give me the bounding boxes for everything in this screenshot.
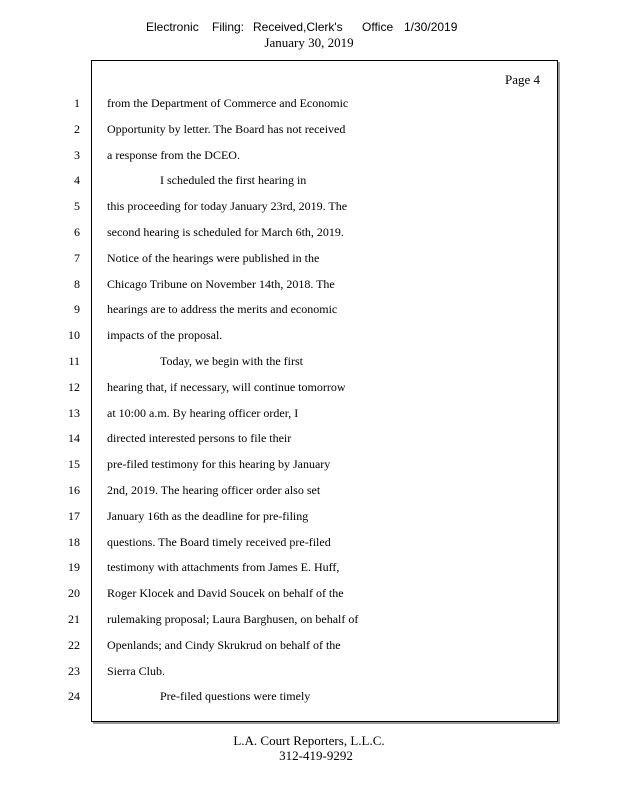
line-number: 21 (68, 612, 80, 626)
line-text: rulemaking proposal; Laura Barghusen, on behalf of (107, 612, 359, 626)
transcript-line (0, 586, 618, 608)
stamp-date: 1/30/2019 (404, 20, 458, 34)
line-number: 10 (68, 328, 80, 343)
page-number: Page 4 (504, 72, 540, 87)
line-text: testimony with attachments from James E. Huff, (107, 560, 340, 575)
transcript-line (0, 457, 618, 479)
transcript-line (0, 509, 618, 531)
line-number: 23 (68, 663, 80, 678)
line-number: 16 (68, 483, 80, 497)
footer-phone: 312-419-9292 (279, 748, 353, 763)
transcript-line (0, 122, 618, 144)
transcript-line (0, 302, 618, 324)
line-text: Chicago Tribune on November 14th, 2018. The (107, 276, 335, 291)
line-text: directed interested persons to file their (107, 431, 292, 446)
line-text: questions. The Board timely received pre-filed (107, 534, 331, 549)
transcript-line (0, 251, 618, 273)
footer-company: L.A. Court Reporters, L.L.C. (233, 733, 385, 748)
transcript-line (0, 354, 618, 376)
line-text: at 10:00 a.m. By hearing officer order, I (107, 405, 299, 420)
line-number: 3 (74, 147, 80, 162)
line-number: 6 (74, 225, 80, 239)
line-text: hearing that, if necessary, will continue tomorrow (107, 379, 346, 394)
line-text: a response from the DCEO. (107, 147, 240, 162)
transcript-line (0, 173, 618, 195)
transcript-line (0, 328, 618, 350)
line-text: Openlands; and Cindy Skrukrud on behalf of the (107, 637, 341, 652)
line-text: from the Department of Commerce and Economic (107, 96, 349, 110)
transcript-line (0, 689, 618, 711)
line-text: pre-filed testimony for this hearing by January (107, 457, 331, 472)
stamp-electronic: Electronic (146, 20, 199, 34)
stamp-filing: Filing: (212, 20, 245, 34)
transcript-line (0, 638, 618, 660)
line-number: 9 (74, 302, 80, 317)
transcript-line (0, 406, 618, 428)
line-number: 15 (68, 457, 80, 472)
line-text: second hearing is scheduled for March 6th, 2019. (107, 225, 344, 239)
line-text: impacts of the proposal. (107, 328, 223, 343)
transcript-line (0, 277, 618, 299)
line-text: Roger Klocek and David Soucek on behalf of the (107, 586, 344, 601)
line-number: 24 (68, 689, 80, 704)
line-number: 11 (68, 354, 80, 368)
line-text: Today, we begin with the first (160, 354, 304, 368)
filing-stamp (0, 20, 618, 36)
line-number: 13 (68, 405, 80, 420)
line-text: Sierra Club. (107, 663, 165, 678)
transcript-line (0, 96, 618, 118)
stamp-office: Office (362, 20, 394, 34)
line-text: January 16th as the deadline for pre-filing (107, 508, 309, 523)
line-number: 20 (68, 586, 80, 601)
line-number: 2 (74, 121, 80, 136)
transcript-line (0, 612, 618, 634)
line-number: 14 (68, 431, 80, 446)
line-text: hearings are to address the merits and economic (107, 302, 338, 317)
line-number: 4 (74, 173, 80, 188)
transcript-line (0, 380, 618, 402)
transcript-line (0, 560, 618, 582)
transcript-line (0, 483, 618, 505)
transcript-line (0, 431, 618, 453)
line-number: 5 (74, 199, 80, 214)
transcript-line (0, 535, 618, 557)
line-number: 22 (68, 637, 80, 652)
line-text: 2nd, 2019. The hearing officer order also set (107, 483, 321, 497)
line-number: 8 (74, 276, 80, 291)
stamp-received-clerks: Received,Clerk's (253, 20, 343, 34)
filed-date: January 30, 2019 (264, 35, 354, 50)
transcript-line (0, 148, 618, 170)
line-text: Opportunity by letter. The Board has not received (107, 121, 346, 136)
line-number: 7 (74, 250, 80, 265)
line-number: 1 (74, 96, 80, 110)
transcript-line (0, 664, 618, 686)
transcript-line (0, 225, 618, 247)
line-text: Pre-filed questions were timely (160, 689, 311, 704)
line-number: 12 (68, 379, 80, 394)
line-number: 18 (68, 534, 80, 549)
line-number: 17 (68, 508, 80, 523)
line-number: 19 (68, 560, 80, 575)
line-text: I scheduled the first hearing in (160, 173, 307, 188)
line-text: this proceeding for today January 23rd, 2019. The (107, 199, 348, 214)
transcript-line (0, 199, 618, 221)
line-text: Notice of the hearings were published in the (107, 250, 320, 265)
